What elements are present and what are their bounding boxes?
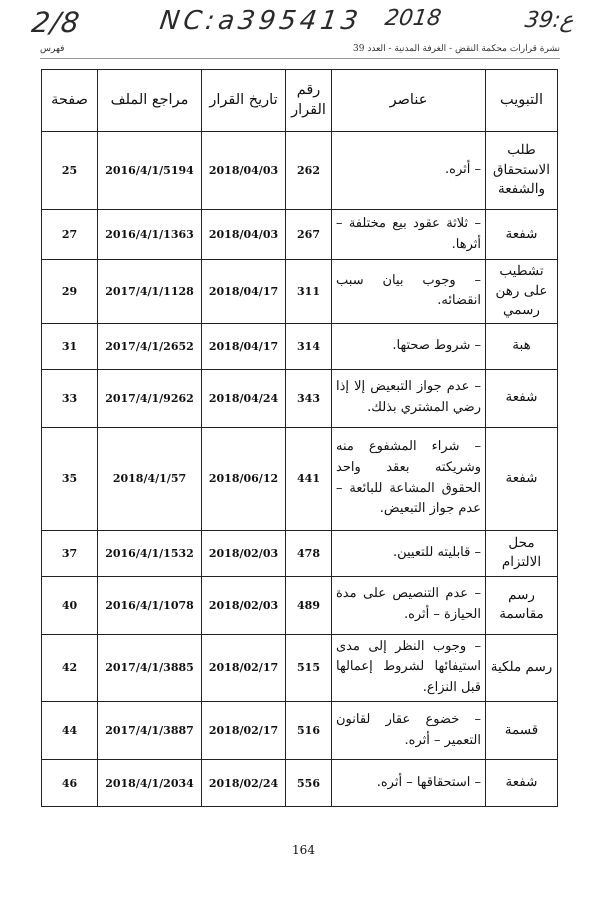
decision-number-cell <box>286 530 332 576</box>
page-cell-text: 35 <box>61 472 78 486</box>
topic-cell-text: رسم مقاسمة <box>499 586 544 623</box>
table-row <box>42 760 558 807</box>
page-cell-text: 25 <box>61 164 78 177</box>
page-cell <box>42 427 98 530</box>
page-cell-text: 33 <box>61 391 78 405</box>
table-row <box>42 260 558 324</box>
topic-cell <box>486 530 558 576</box>
decision-number-cell <box>286 369 332 427</box>
handwritten-reference-code: NC:a395413 <box>157 6 364 36</box>
journal-title: نشرة قرارات محكمة النقض - الغرفة المدنية - العدد 39 <box>353 44 560 54</box>
table-row <box>42 634 558 701</box>
decision-date-cell-text: 2018/02/24 <box>208 776 279 790</box>
header-decision-number: رقم القرار <box>286 70 332 132</box>
decision-date-cell <box>202 576 286 634</box>
page-cell <box>42 530 98 576</box>
page-cell <box>42 702 98 760</box>
elements-cell-text: – استحقاقها – أثره. <box>376 774 481 790</box>
file-ref-cell <box>98 132 202 210</box>
decision-number-cell-text: 516 <box>297 724 320 738</box>
decision-number-cell <box>286 760 332 807</box>
file-ref-cell <box>98 634 202 701</box>
topic-cell-text: شفعة <box>505 469 538 486</box>
table-row <box>42 132 558 210</box>
file-ref-cell <box>98 369 202 427</box>
table-row <box>42 530 558 576</box>
elements-cell <box>332 760 486 807</box>
decision-date-cell <box>202 132 286 210</box>
header-topic: التبويب <box>486 70 558 132</box>
elements-cell-text: – عدم التنصيص على مدة الحيازة – أثره. <box>336 586 481 623</box>
decision-number-cell <box>286 323 332 369</box>
elements-cell-text: – أثره. <box>445 162 481 178</box>
elements-cell <box>332 634 486 701</box>
header-decision-date: تاريخ القرار <box>202 70 286 132</box>
decision-date-cell <box>202 427 286 530</box>
topic-cell <box>486 210 558 260</box>
page-cell <box>42 634 98 701</box>
running-header <box>40 42 560 59</box>
file-ref-cell-text: 2017/4/1/2652 <box>105 339 194 353</box>
file-ref-cell <box>98 427 202 530</box>
decision-number-cell-text: 311 <box>297 284 320 298</box>
file-ref-cell-text: 2018/4/1/2034 <box>105 776 194 790</box>
decision-date-cell-text: 2018/04/17 <box>208 339 279 353</box>
file-ref-cell <box>98 260 202 324</box>
topic-cell <box>486 576 558 634</box>
file-ref-cell <box>98 702 202 760</box>
decision-number-cell <box>286 702 332 760</box>
decision-date-cell <box>202 634 286 701</box>
decisions-index-table <box>41 69 558 807</box>
topic-cell-text: هبة <box>512 337 531 354</box>
page-cell-text: 42 <box>61 661 78 675</box>
page-cell-text: 40 <box>61 598 78 612</box>
elements-cell-text: – عدم جواز التبعيض إلا إذا رضي المشتري بذلك. <box>336 379 481 416</box>
handwritten-page-fraction: 2/8 <box>29 6 83 39</box>
decision-date-cell-text: 2018/04/03 <box>208 164 279 177</box>
elements-cell-text: – شروط صحتها. <box>392 337 481 353</box>
elements-cell <box>332 530 486 576</box>
topic-cell-text: شفعة <box>505 774 538 791</box>
topic-cell <box>486 634 558 701</box>
file-ref-cell-text: 2017/4/1/1128 <box>105 284 194 298</box>
elements-cell <box>332 132 486 210</box>
file-ref-cell <box>98 323 202 369</box>
table-row <box>42 323 558 369</box>
table-row <box>42 576 558 634</box>
decision-date-cell <box>202 530 286 576</box>
page-cell-text: 37 <box>61 546 78 560</box>
page-cell <box>42 323 98 369</box>
elements-cell <box>332 702 486 760</box>
file-ref-cell-text: 2017/4/1/9262 <box>105 391 194 405</box>
decision-date-cell <box>202 702 286 760</box>
topic-cell-text: رسم ملكية <box>490 659 553 676</box>
decision-number-cell-text: 489 <box>297 598 320 612</box>
file-ref-cell-text: 2017/4/1/3887 <box>105 724 194 738</box>
topic-cell <box>486 132 558 210</box>
decision-number-cell-text: 267 <box>297 228 320 241</box>
handwritten-year: 2018 <box>383 6 443 31</box>
decision-number-cell <box>286 634 332 701</box>
topic-cell <box>486 369 558 427</box>
decision-date-cell-text: 2018/02/17 <box>208 661 279 675</box>
decision-date-cell-text: 2018/04/24 <box>208 391 279 405</box>
file-ref-cell <box>98 530 202 576</box>
header-page: صفحة <box>42 70 98 132</box>
decision-number-cell <box>286 427 332 530</box>
file-ref-cell-text: 2016/4/1/1078 <box>105 598 194 612</box>
elements-cell <box>332 427 486 530</box>
file-ref-cell <box>98 576 202 634</box>
page-cell-text: 27 <box>61 228 78 241</box>
elements-cell-text: – وجوب بيان سبب انقضائه. <box>336 272 481 309</box>
table-row <box>42 427 558 530</box>
file-ref-cell <box>98 210 202 260</box>
decision-date-cell <box>202 210 286 260</box>
page-cell <box>42 369 98 427</box>
topic-cell <box>486 323 558 369</box>
file-ref-cell-text: 2016/4/1/1363 <box>105 228 194 241</box>
file-ref-cell-text: 2018/4/1/57 <box>112 472 187 486</box>
decision-number-cell-text: 515 <box>297 661 320 675</box>
decision-date-cell <box>202 260 286 324</box>
page-cell-text: 31 <box>61 339 78 353</box>
topic-cell-text: تشطيب على رهن رسمي <box>495 263 548 319</box>
decision-date-cell-text: 2018/04/03 <box>208 228 279 241</box>
topic-cell <box>486 427 558 530</box>
decision-number-cell <box>286 210 332 260</box>
decision-date-cell-text: 2018/04/17 <box>208 284 279 298</box>
topic-cell-text: قسمة <box>504 721 539 738</box>
elements-cell-text: – شراء المشفوع منه وشريكته بعقد واحد الحقوق المشاعة للبائعة – عدم جواز التبعيض. <box>336 439 481 517</box>
decision-number-cell-text: 262 <box>297 164 320 177</box>
topic-cell-text: طلب الاستحقاق والشفعة <box>493 142 550 198</box>
page-cell <box>42 576 98 634</box>
file-ref-cell <box>98 760 202 807</box>
elements-cell-text: – قابليته للتعيين. <box>392 544 481 560</box>
decision-number-cell <box>286 132 332 210</box>
topic-cell-text: شفعة <box>505 225 538 242</box>
decision-number-cell-text: 478 <box>297 546 320 560</box>
elements-cell-text: – وجوب النظر إلى مدى استيفائها لشروط إعمالها قبل النزاع. <box>336 638 481 696</box>
decision-date-cell <box>202 323 286 369</box>
page-cell <box>42 132 98 210</box>
decision-date-cell <box>202 760 286 807</box>
elements-cell <box>332 576 486 634</box>
elements-cell-text: – خضوع عقار لقانون التعمير – أثره. <box>336 711 481 748</box>
decision-number-cell-text: 441 <box>297 472 320 486</box>
elements-cell-text: – ثلاثة عقود بيع مختلفة – أثرها. <box>336 215 481 252</box>
topic-cell-text: شفعة <box>505 389 538 406</box>
table-header-row <box>42 70 558 132</box>
page-cell <box>42 210 98 260</box>
file-ref-cell-text: 2016/4/1/1532 <box>105 546 194 560</box>
topic-cell <box>486 260 558 324</box>
elements-cell <box>332 210 486 260</box>
decision-date-cell-text: 2018/02/17 <box>208 724 279 738</box>
file-ref-cell-text: 2017/4/1/3885 <box>105 661 194 675</box>
table-row <box>42 369 558 427</box>
decision-date-cell <box>202 369 286 427</box>
topic-cell <box>486 702 558 760</box>
table-row <box>42 210 558 260</box>
topic-cell <box>486 760 558 807</box>
decision-number-cell-text: 556 <box>297 776 320 790</box>
elements-cell <box>332 369 486 427</box>
header-file-ref: مراجع الملف <box>98 70 202 132</box>
page-cell-text: 44 <box>61 724 78 738</box>
handwritten-issue-number: 39:ع <box>523 8 576 33</box>
decision-date-cell-text: 2018/06/12 <box>208 472 279 486</box>
page-cell <box>42 760 98 807</box>
page-cell-text: 29 <box>61 284 78 298</box>
page-cell-text: 46 <box>61 776 78 790</box>
page-number: 164 <box>292 843 315 857</box>
decision-number-cell <box>286 576 332 634</box>
elements-cell <box>332 323 486 369</box>
decision-number-cell-text: 343 <box>297 391 320 405</box>
decision-date-cell-text: 2018/02/03 <box>208 546 279 560</box>
decision-number-cell <box>286 260 332 324</box>
elements-cell <box>332 260 486 324</box>
page-cell <box>42 260 98 324</box>
topic-cell-text: محل الالتزام <box>501 534 542 571</box>
header-elements: عناصر <box>332 70 486 132</box>
decision-date-cell-text: 2018/02/03 <box>208 598 279 612</box>
decision-number-cell-text: 314 <box>297 339 320 353</box>
section-label: فهرس <box>40 44 65 54</box>
table-row <box>42 702 558 760</box>
file-ref-cell-text: 2016/4/1/5194 <box>105 164 194 177</box>
